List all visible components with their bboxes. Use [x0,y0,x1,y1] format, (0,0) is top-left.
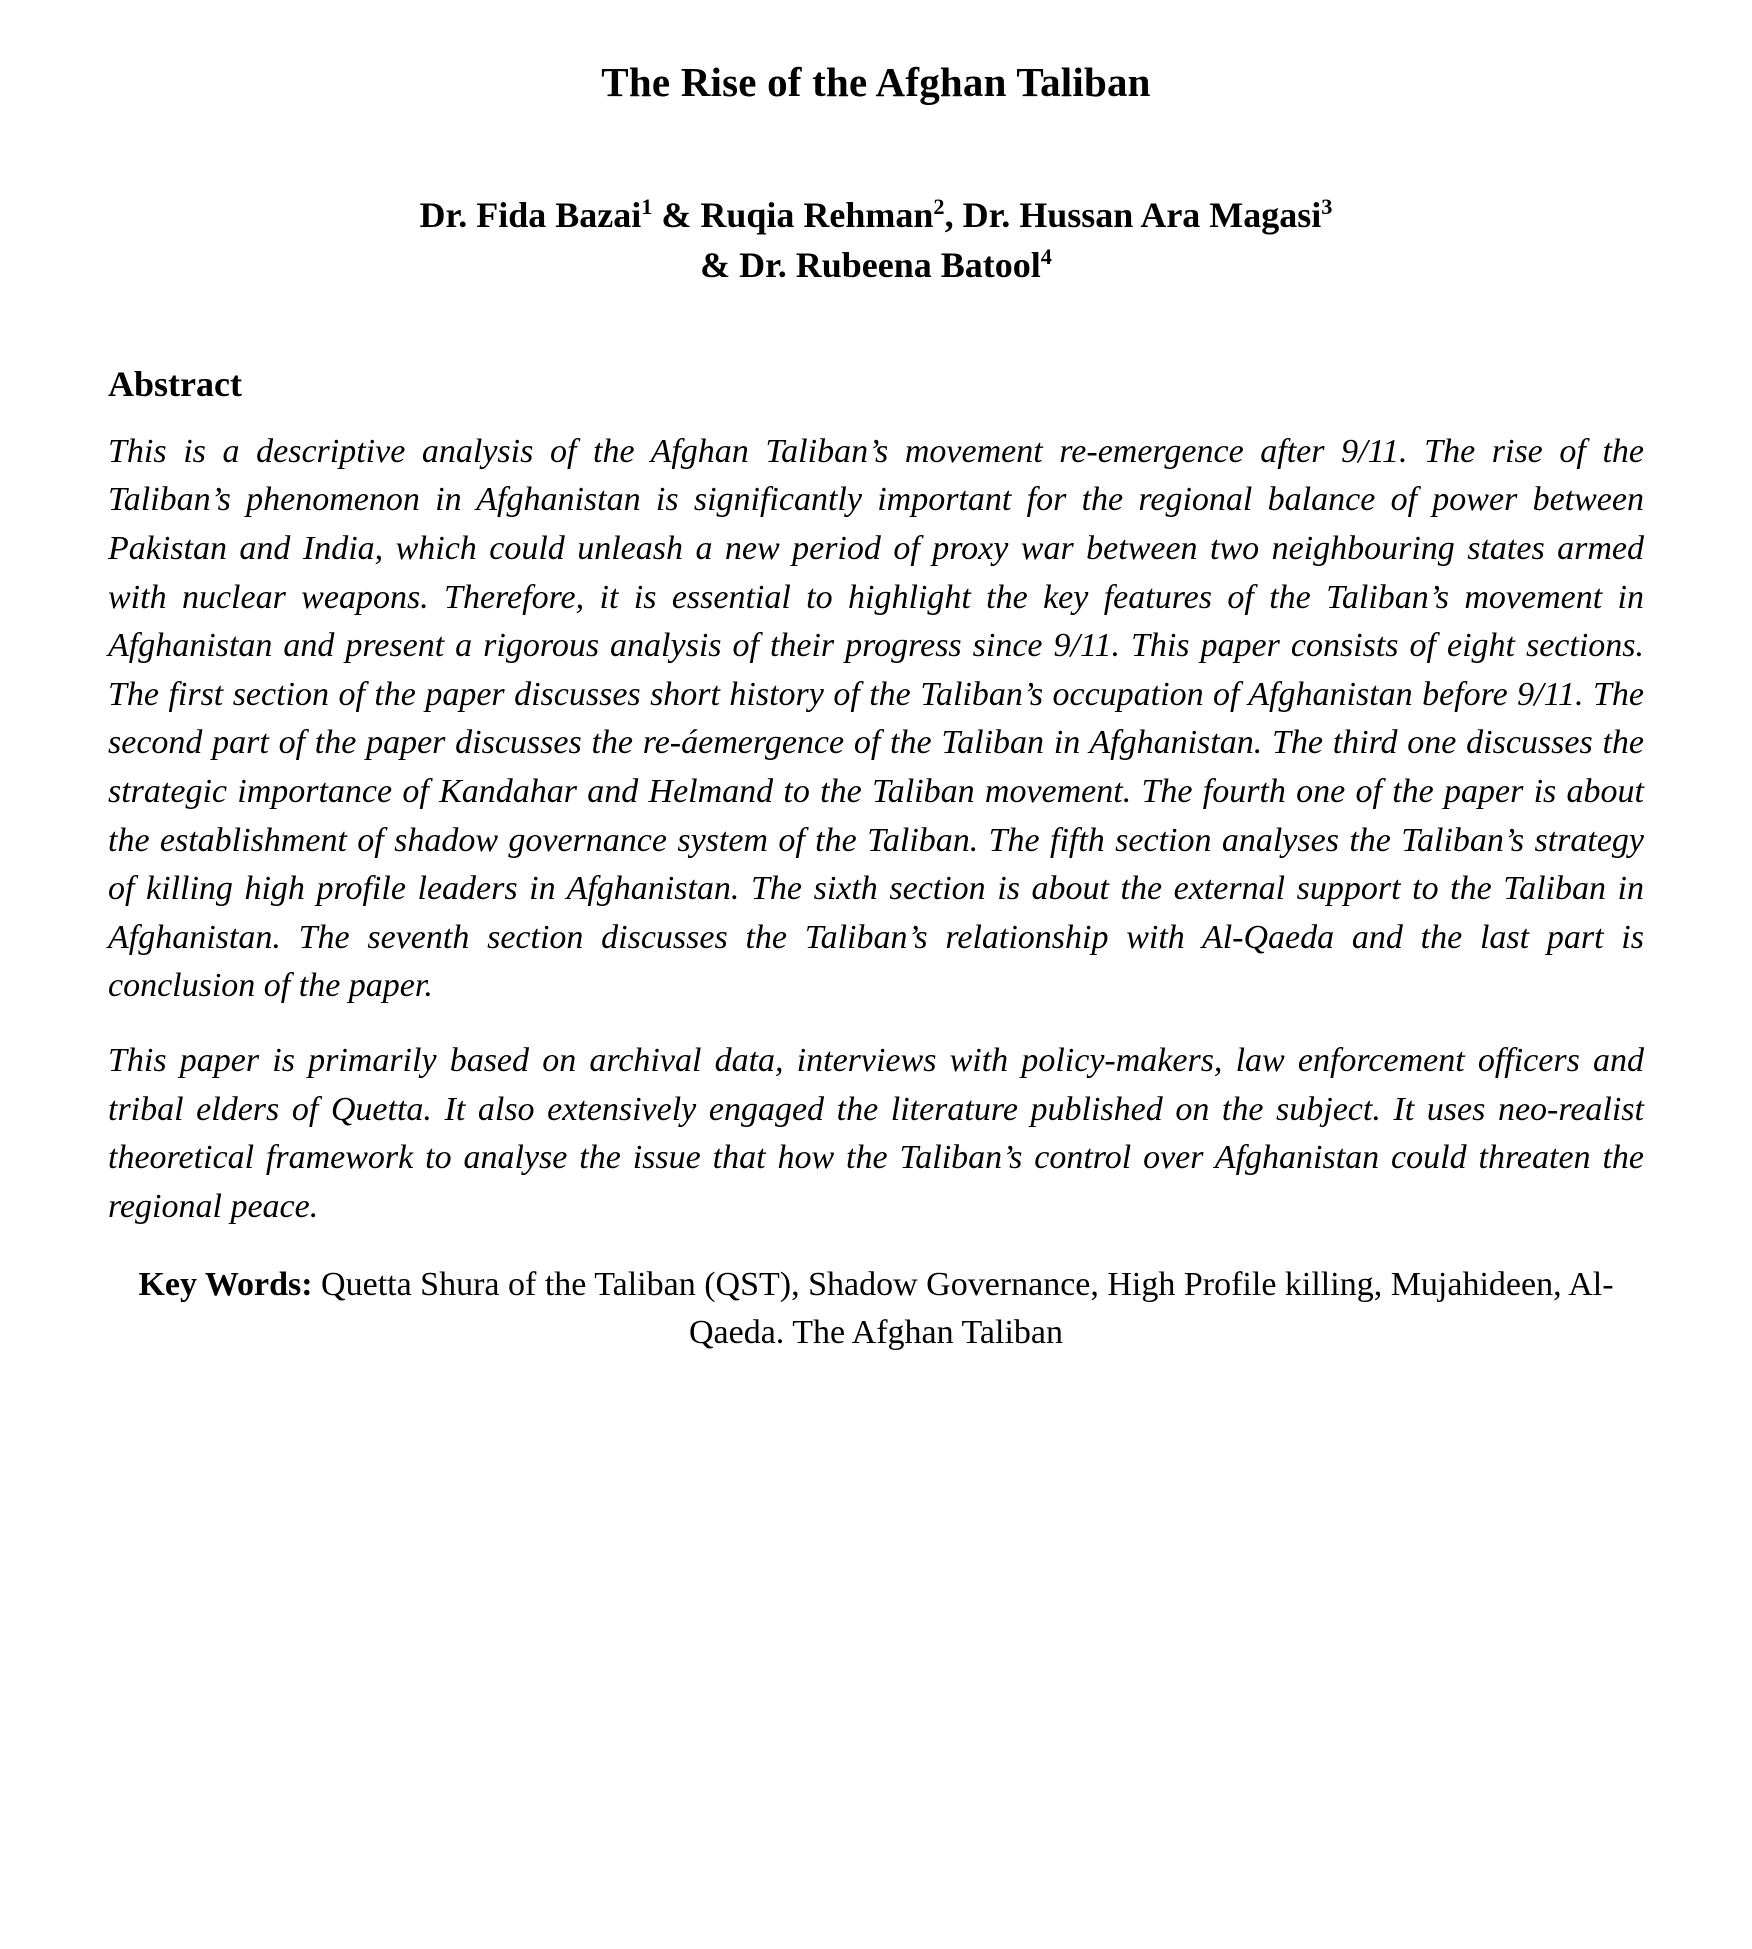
page-title: The Rise of the Afghan Taliban [601,59,1151,105]
keywords-value: Quetta Shura of the Taliban (QST), Shadow Governance, High Profile killing, Mujahideen, Al-Qaeda. The Afghan Taliban [312,1266,1614,1352]
keywords-line [108,1261,1644,1356]
author-name-2: & Ruqia Rehman [652,195,934,236]
keywords-label: Key Words: [138,1266,313,1304]
author-affiliation-marker-4: 4 [1040,243,1052,269]
author-line-1 [420,195,1333,235]
author-list [108,191,1644,290]
author-line-2 [700,245,1052,285]
author-affiliation-marker-1: 1 [641,194,653,220]
author-name-4: & Dr. Rubeena Batool [700,244,1041,285]
abstract-paragraph-2: This paper is primarily based on archival data, interviews with policy-makers, law enforcement officers and tribal elders of Quetta. It also extensively engaged the literature published on the subject. It uses neo-realist theoretical framework to analyse the issue that how the Taliban’s control over Afghanistan could threaten the regional peace. [108,1042,1644,1225]
author-name-3: , Dr. Hussan Ara Magasi [944,195,1322,236]
author-affiliation-marker-3: 3 [1321,194,1333,220]
abstract-paragraph-1: This is a descriptive analysis of the Afghan Taliban’s movement re-emergence after 9/11. The rise of the Taliban’s phenomenon in Afghanistan is significantly important for the regional balance of power between Pakistan and India, which could unleash a new period of proxy war between two neighbouring states armed with nuclear weapons. Therefore, it is essential to highlight the key features of the Taliban’s movement in Afghanistan and present a rigorous analysis of their progress since 9/11. This paper consists of eight sections. The first section of the paper discusses short history of the Taliban’s occupation of Afghanistan before 9/11. The second part of the paper discusses the re-áemergence of the Taliban in Afghanistan. The third one discusses the strategic importance of Kandahar and Helmand to the Taliban movement. The fourth one of the paper is about the establishment of shadow governance system of the Taliban. The fifth section analyses the Taliban’s strategy of killing high profile leaders in Afghanistan. The sixth section is about the external support to the Taliban in Afghanistan. The seventh section discusses the Taliban’s relationship with Al-Qaeda and the last part is conclusion of the paper. [108,432,1644,1005]
author-name-1: Dr. Fida Bazai [419,195,642,236]
author-affiliation-marker-2: 2 [933,194,945,220]
abstract-heading: Abstract [108,363,242,404]
